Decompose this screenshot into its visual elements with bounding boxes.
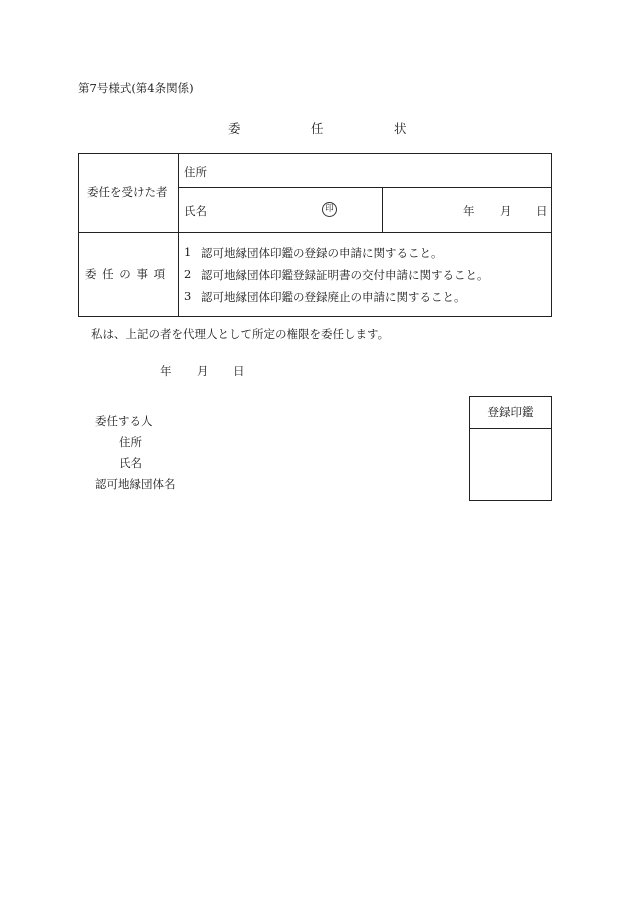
agent-name-label: 氏名 [184, 204, 207, 218]
principal-address-label: 住所 [119, 435, 142, 449]
seal-mark: 印 [322, 202, 337, 217]
table-rule [178, 154, 179, 316]
delegation-table [78, 153, 552, 317]
title-char: 状 [394, 121, 407, 136]
agent-date-month: 月 [500, 204, 512, 218]
table-rule [178, 187, 552, 188]
table-rule [79, 232, 552, 233]
date-year: 年 [160, 364, 172, 378]
signature-date [160, 363, 250, 379]
agent-date-year: 年 [463, 204, 475, 218]
registered-seal-box [469, 396, 552, 501]
form-number: 第7号様式(第4条関係) [78, 81, 194, 95]
matter-item: 認可地縁団体印鑑の登録廃止の申請に関すること。 [201, 290, 466, 304]
principal-name-label: 氏名 [119, 456, 142, 470]
agent-date-day: 日 [536, 204, 548, 218]
delegation-statement: 私は、上記の者を代理人として所定の権限を委任します。 [91, 327, 390, 341]
seal-box-label: 登録印鑑 [470, 397, 551, 429]
matter-number: 1 [184, 245, 192, 259]
date-day: 日 [233, 364, 245, 378]
principal-heading: 委任する人 [95, 414, 153, 428]
document-title [228, 119, 408, 135]
matter-item: 認可地縁団体印鑑の登録の申請に関すること。 [201, 246, 443, 260]
date-month: 月 [197, 364, 209, 378]
matter-item: 認可地縁団体印鑑登録証明書の交付申請に関すること。 [201, 268, 489, 282]
table-rule [382, 187, 383, 232]
matters-label: 委 任 の 事 項 [85, 267, 167, 281]
seal-stamp-area [470, 429, 551, 500]
title-char: 委 [228, 121, 241, 136]
agent-label: 委任を受けた者 [87, 185, 168, 199]
title-char: 任 [311, 121, 324, 136]
principal-organization-label: 認可地縁団体名 [95, 477, 176, 491]
principal-block [95, 413, 255, 503]
matter-number: 2 [184, 267, 192, 281]
matter-number: 3 [184, 289, 192, 303]
agent-address-label: 住所 [184, 165, 207, 179]
